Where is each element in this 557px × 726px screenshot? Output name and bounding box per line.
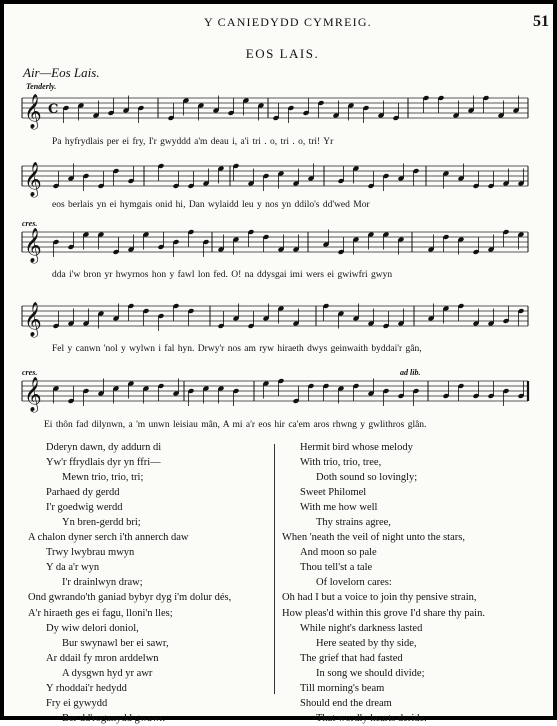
poem-line: While night's darkness lasted (300, 622, 423, 634)
poem-line: Ond gwrando'th ganiad bybyr dyg i'm dolur dés, (28, 592, 232, 604)
poem-line: Fry ei gywydd (46, 697, 108, 709)
song-title: EOS LAIS. (245, 46, 320, 61)
music-system-3 (16, 222, 536, 272)
common-time-icon: C (48, 102, 59, 117)
poem-line: Thy strains agree, (316, 517, 391, 529)
book-title: Y CANIEDYDD CYMREIG. (204, 15, 372, 29)
poem-line: Should end the dream (300, 697, 392, 709)
music-system-4 (16, 296, 536, 346)
poem-line: Hermit bird whose melody (300, 442, 413, 453)
column-divider (274, 444, 275, 694)
music-system-5 (16, 371, 536, 421)
ad-lib-marking: ad lib. (400, 368, 421, 377)
poem-line: I'r goedwig werdd (46, 502, 123, 514)
poem-line: A'r hiraeth ges ei fagu, lloni'n lles; (28, 607, 173, 619)
poem-line: With trio, trio, tree, (300, 457, 382, 469)
poem-line: Sweet Philomel (300, 487, 367, 499)
treble-clef-icon: 𝄞 (24, 94, 42, 129)
poem-line: Dderyn dawn, dy addurn di (46, 442, 162, 453)
poem-line: Of lovelorn cares: (316, 577, 392, 589)
poem-line: Here seated by thy side, (316, 637, 417, 649)
treble-clef-icon: 𝄞 (24, 162, 42, 197)
poem-line: Thou tell'st a tale (300, 562, 373, 574)
poem-line: When 'neath the veil of night unto the stars, (282, 532, 465, 544)
poem-line: In song we should divide; (316, 667, 425, 679)
running-header (4, 11, 557, 31)
staff-1 (16, 88, 536, 138)
poem-line: Yn bren-gerdd bri; (62, 517, 141, 529)
lyric-line-1: Pa hyfrydlais per ei fry, I'r gwyddd a'm deau i, a'i tri . o, tri . o, tri! Yr (52, 137, 334, 147)
music-system-2 (16, 156, 536, 206)
staff-5 (16, 371, 536, 421)
staff-2 (16, 156, 536, 206)
poem-line: A dysgwn hyd yr awr (62, 667, 153, 679)
poem-english (282, 440, 542, 726)
poem-line: Trwy lwybrau mwyn (46, 547, 135, 559)
poem-line: Doth sound so lovingly; (316, 472, 418, 484)
poem-line: I'r drainlwyn draw; (62, 577, 143, 589)
poem-line: A chalon dyner serch i'th annerch daw (28, 532, 189, 544)
treble-clef-icon: 𝄞 (24, 377, 42, 412)
treble-clef-icon: 𝄞 (24, 302, 42, 337)
dynamic-cres-2: cres. (22, 368, 38, 377)
music-system-1 (16, 88, 536, 138)
poem-line: That wordly hearts deride. (316, 712, 427, 724)
poem-line: Till morning's beam (300, 682, 385, 694)
poem-line: And moon so pale (300, 547, 377, 559)
poem-line: Oh had I but a voice to join thy pensive strain, (282, 592, 477, 604)
poem-line: Mewn trio, trio, tri; (62, 472, 144, 484)
tempo-marking: Tenderly. (26, 82, 57, 91)
poem-line: With me how well (300, 502, 378, 514)
lyric-line-2: eos berlais yn ei hymgais onid hi, Dan wylaidd leu y nos yn ddilo's dd'wed Mor (52, 200, 370, 210)
poem-line: Ber dd'roganydd gwawr. (62, 712, 166, 724)
lyric-line-3: dda i'w bron yr hwyrnos hon y fawl lon fed. O! na ddysgai imi wers ei gwiwfri gwyn (52, 270, 393, 280)
poem-line: Yw'r ffrydlais dyr yn ffri— (46, 457, 161, 469)
poem-line: Y rhoddai'r hedydd (46, 682, 127, 694)
poem-welsh (28, 440, 268, 726)
poem-line: Parhaed dy gerdd (46, 487, 120, 499)
staff-4 (16, 296, 536, 346)
poem-line: How pleas'd within this grove I'd share thy pain. (282, 607, 485, 619)
poem-line: Ar ddail fy mron arddelwn (46, 652, 159, 664)
poem-line: Dy wiw delori doniol, (46, 622, 139, 634)
poem-line: The grief that had fasted (300, 652, 403, 664)
poem-line: Bur swynawl ber ei sawr, (62, 637, 169, 649)
lyric-line-4: Fel y canwn 'nol y wylwn i fal hyn. Drwy'r nos am ryw hiraeth dwys geinwaith byddai'r gân, (52, 344, 422, 354)
air-label: Air—Eos Lais. (23, 65, 100, 80)
page-number: 51 (533, 13, 549, 30)
lyric-line-5: Ei thôn fad dilynwn, a 'm unwn leisiau mân, A mi a'r eos hir ca'em aros rhwng y gwlithros glân. (44, 420, 427, 430)
poem-line: Y da a'r wyn (46, 562, 100, 574)
treble-clef-icon: 𝄞 (24, 228, 42, 263)
dynamic-cres-1: cres. (22, 219, 38, 228)
staff-3 (16, 222, 536, 272)
